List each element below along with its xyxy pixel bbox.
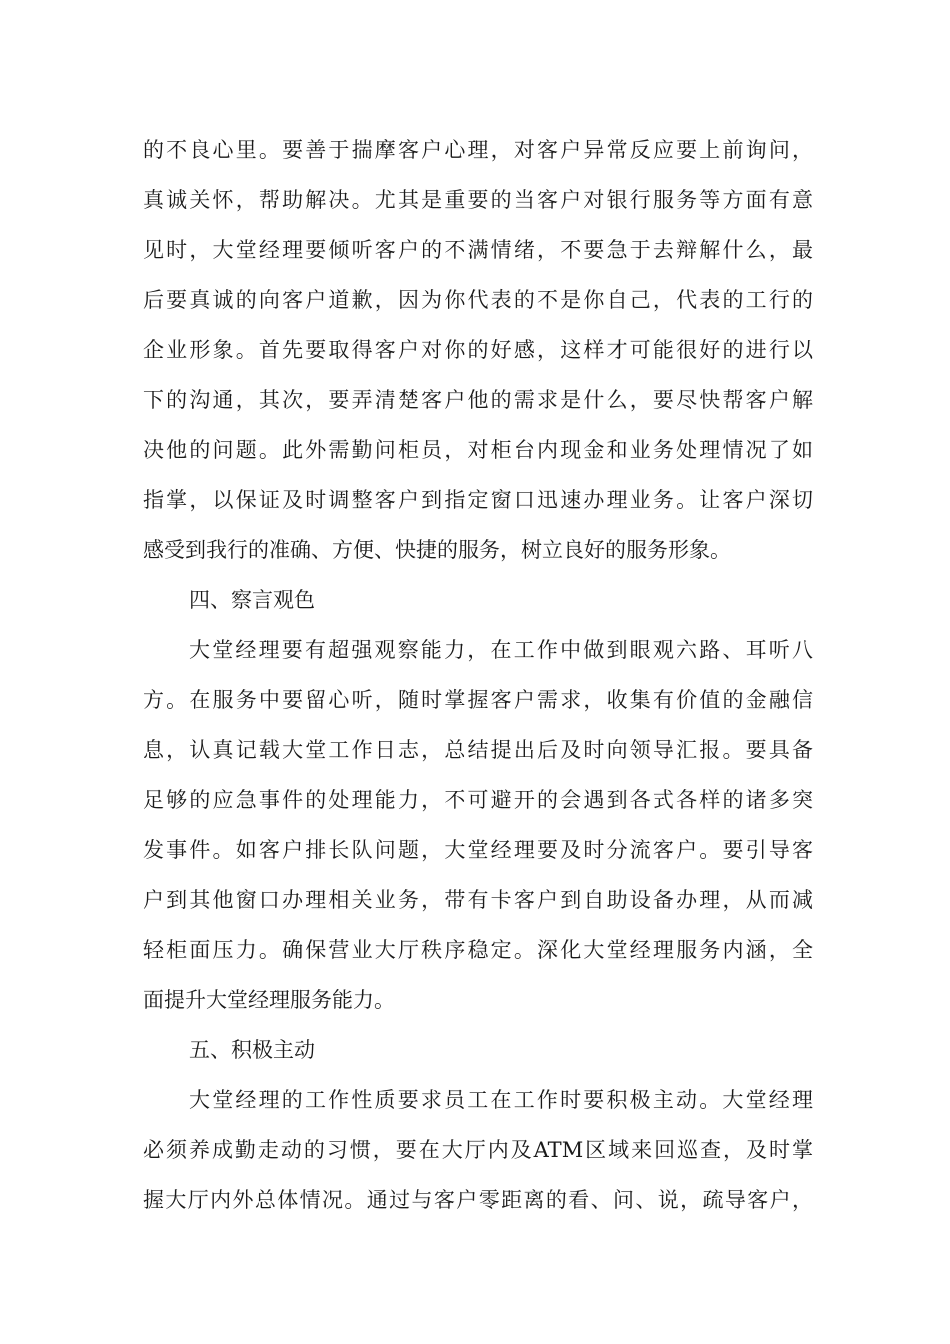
text-line: 下的沟通，其次，要弄清楚客户他的需求是什么，要尽快帮客户解 bbox=[143, 388, 813, 412]
section-heading: 五、积极主动 bbox=[189, 1038, 315, 1062]
text-line: 发事件。如客户排长队问题，大堂经理要及时分流客户。要引导客 bbox=[143, 838, 813, 862]
text-line: 感受到我行的准确、方便、快捷的服务，树立良好的服务形象。 bbox=[143, 538, 731, 562]
text-line: 面提升大堂经理服务能力。 bbox=[143, 988, 395, 1012]
text-line: 轻柜面压力。确保营业大厅秩序稳定。深化大堂经理服务内涵，全 bbox=[143, 938, 813, 962]
text-line: 大堂经理要有超强观察能力，在工作中做到眼观六路、耳听八 bbox=[189, 638, 813, 662]
text-line: 企业形象。首先要取得客户对你的好感，这样才可能很好的进行以 bbox=[143, 338, 813, 362]
text-line: 方。在服务中要留心听，随时掌握客户需求，收集有价值的金融信 bbox=[143, 688, 813, 712]
text-line: 息，认真记载大堂工作日志，总结提出后及时向领导汇报。要具备 bbox=[143, 738, 813, 762]
text-line: 见时，大堂经理要倾听客户的不满情绪，不要急于去辩解什么，最 bbox=[143, 238, 813, 262]
text-line: 指掌，以保证及时调整客户到指定窗口迅速办理业务。让客户深切 bbox=[143, 488, 813, 512]
text-line: 决他的问题。此外需勤问柜员，对柜台内现金和业务处理情况了如 bbox=[143, 438, 813, 462]
text-line: 必须养成勤走动的习惯，要在大厅内及ATM区域来回巡查，及时掌 bbox=[143, 1138, 813, 1162]
text-line: 握大厅内外总体情况。通过与客户零距离的看、问、说，疏导客户， bbox=[143, 1188, 813, 1212]
text-line: 足够的应急事件的处理能力，不可避开的会遇到各式各样的诸多突 bbox=[143, 788, 813, 812]
text-line: 真诚关怀，帮助解决。尤其是重要的当客户对银行服务等方面有意 bbox=[143, 188, 813, 212]
text-line: 户到其他窗口办理相关业务，带有卡客户到自助设备办理，从而减 bbox=[143, 888, 813, 912]
text-line: 的不良心里。要善于揣摩客户心理，对客户异常反应要上前询问， bbox=[143, 138, 813, 162]
section-heading: 四、察言观色 bbox=[189, 588, 315, 612]
text-line: 后要真诚的向客户道歉，因为你代表的不是你自己，代表的工行的 bbox=[143, 288, 813, 312]
text-line: 大堂经理的工作性质要求员工在工作时要积极主动。大堂经理 bbox=[189, 1088, 813, 1112]
